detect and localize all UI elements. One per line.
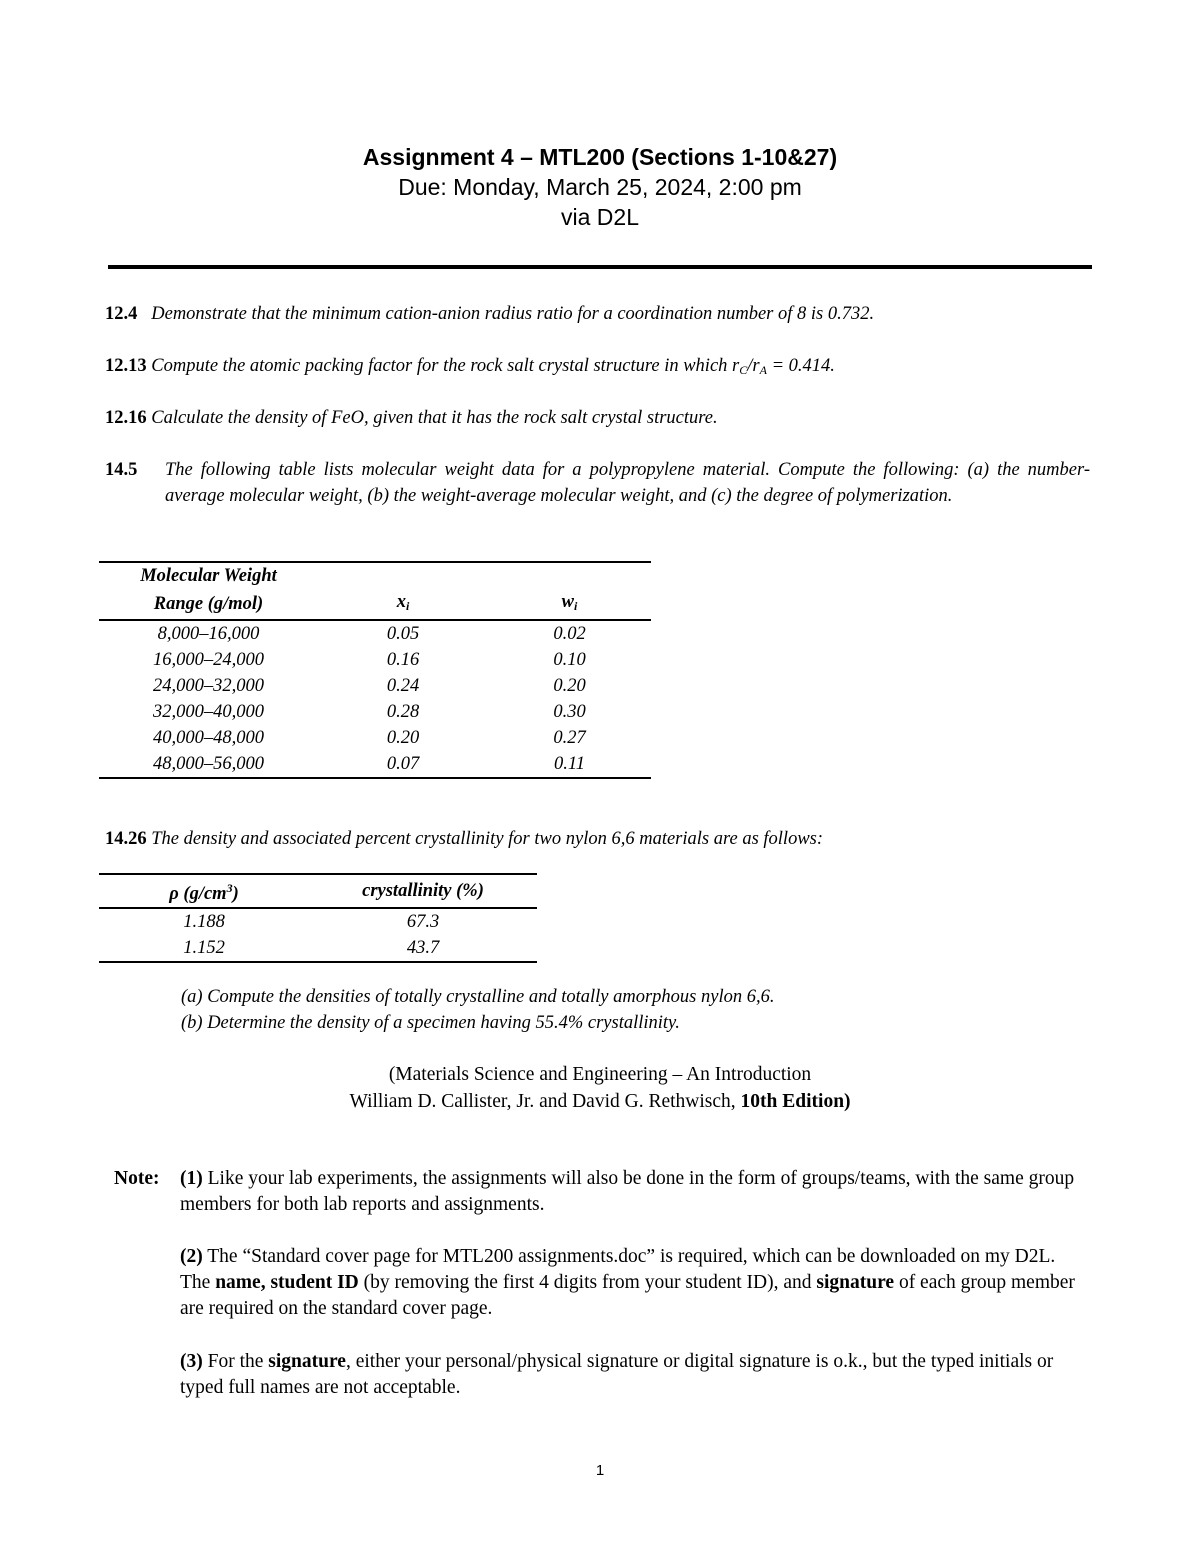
problem-text: Demonstrate that the minimum cation-anion radius ratio for a coordination number of 8 is 0.732. xyxy=(151,304,875,324)
table-row: 1.152 43.7 xyxy=(99,935,537,962)
table-header-density: ρ $(g/cm^3)$ xyxy=(99,874,309,908)
note-1: (1) Like your lab experiments, the assignments will also be done in the form of groups/teams, with the same group members for both lab reports and assignments. xyxy=(180,1168,1075,1215)
problem-12-16 xyxy=(105,405,718,431)
table-row: 40,000–48,000 0.20 0.27 xyxy=(153,728,586,748)
subscript-c: C xyxy=(739,363,748,377)
table-header-w: $w_i$ xyxy=(488,589,651,620)
table-row: 1.188 67.3 xyxy=(183,912,440,932)
problem-12-4 xyxy=(105,301,874,327)
problem-number: 14.26 xyxy=(105,829,147,849)
ratio-slash: /r xyxy=(747,356,760,376)
problem-14-26 xyxy=(105,826,823,852)
note-2: (2) The “Standard cover page for MTL200 assignments.doc” is required, which can be downloaded on my D2L. The name, student ID (by removing the first 4 digits from your student ID), and signature of each group member are required on the standard cover page. xyxy=(180,1246,1075,1319)
molecular-weight-table xyxy=(99,561,651,779)
problem-12-13 xyxy=(105,353,835,383)
table-row: 24,000–32,000 0.24 0.20 xyxy=(153,676,586,696)
table-header-crystallinity: crystallinity (%) xyxy=(309,874,537,908)
problem-number: 12.16 xyxy=(105,408,147,428)
problem-text: The following table lists molecular weight data for a polypropylene material. Compute the following: (a) the number-average molecular weight, (b) the weight-average molecular weight, and (c) the degree of polymerization. xyxy=(165,460,1090,506)
problem-number: 14.5 xyxy=(105,460,138,480)
table-row: 48,000–56,000 0.07 0.11 xyxy=(99,751,651,778)
table-header-x: $x_i$ xyxy=(318,589,488,620)
subscript-a: A xyxy=(759,363,767,377)
assignment-header xyxy=(0,142,1200,232)
table-row: 8,000–16,000 0.05 0.02 xyxy=(157,624,586,644)
note-3: (3) For the signature, either your personal/physical signature or digital signature is o.k., but the typed initials or typed full names are not acceptable. xyxy=(180,1351,1054,1398)
problem-number: 12.4 xyxy=(105,304,138,324)
assignment-title: Assignment 4 – MTL200 (Sections 1-10&27) xyxy=(362,144,838,170)
problem-number: 12.13 xyxy=(105,356,147,376)
note-label: Note: xyxy=(114,1168,160,1189)
table-header-range-line1: Molecular Weight xyxy=(99,562,318,589)
table-row: 32,000–40,000 0.28 0.30 xyxy=(153,702,586,722)
problem-14-5 xyxy=(105,457,1090,509)
table-header-range-line2: Range (g/mol) xyxy=(99,589,318,620)
submission-method: via D2L xyxy=(561,204,639,230)
reference-authors: William D. Callister, Jr. and David G. Rethwisch, 10th Edition) xyxy=(349,1091,851,1112)
due-date: Due: Monday, March 25, 2024, 2:00 pm xyxy=(398,174,802,200)
problem-text-end: = 0.414. xyxy=(766,356,835,376)
page-number: 1 xyxy=(595,1462,605,1479)
problem-text: Calculate the density of FeO, given that it has the rock salt crystal structure. xyxy=(151,408,718,428)
reference-title: (Materials Science and Engineering – An Introduction xyxy=(388,1064,812,1085)
problem-text: The density and associated percent crystallinity for two nylon 6,6 materials are as follows: xyxy=(151,829,824,849)
problem-14-26-subitems xyxy=(181,984,774,1036)
header-divider xyxy=(108,265,1092,269)
table-row: 16,000–24,000 0.16 0.10 xyxy=(153,650,586,670)
subitem-b: (b) Determine the density of a specimen having 55.4% crystallinity. xyxy=(181,1013,680,1033)
nylon-density-table xyxy=(99,873,537,963)
textbook-reference xyxy=(0,1061,1200,1115)
subitem-a: (a) Compute the densities of totally crystalline and totally amorphous nylon 6,6. xyxy=(181,987,775,1007)
problem-text: Compute the atomic packing factor for the rock salt crystal structure in which r xyxy=(151,356,740,376)
